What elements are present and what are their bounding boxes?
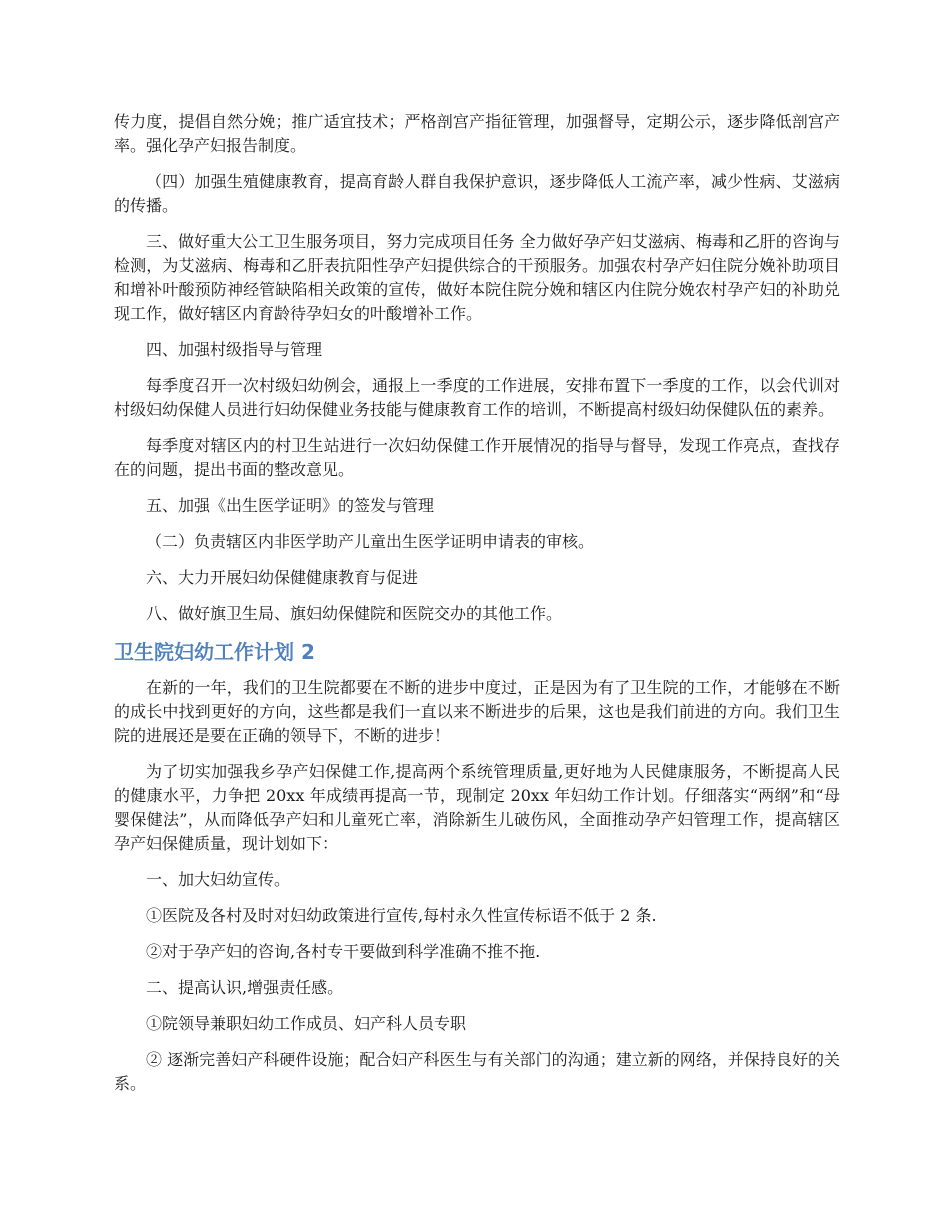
list-item: ①院领导兼职妇幼工作成员、妇产科人员专职 bbox=[146, 1014, 467, 1033]
paragraph: 每季度召开一次村级妇幼例会，通报上一季度的工作进展，安排布置下一季度的工作，以会代训对村级妇幼保健人员进行妇幼保健业务技能与健康教育工作的培训，不断提高村级妇幼保健队伍的素养。 bbox=[114, 376, 840, 419]
paragraph: （四）加强生殖健康教育，提高育龄人群自我保护意识，逐步降低人工流产率，减少性病、艾滋病的传播。 bbox=[114, 172, 840, 215]
paragraph: 在新的一年，我们的卫生院都要在不断的进步中度过，正是因为有了卫生院的工作，才能够在不断的成长中找到更好的方向，这些都是我们一直以来不断进步的后果，这也是我们前进的方向。我们卫生院的进展还是要在正确的领导下，不断的进步！ bbox=[114, 678, 840, 745]
section-heading: 四、加强村级指导与管理 bbox=[146, 340, 323, 359]
paragraph: 为了切实加强我乡孕产妇保健工作,提高两个系统管理质量,更好地为人民健康服务，不断提高人民的健康水平，力争把 20xx 年成绩再提高一节，现制定 20xx 年妇幼工作计划。仔细落实“两纲”和“母婴保健法”，从而降低孕产妇和儿童死亡率，消除新生儿破伤风，全面推动孕产妇管理工作，提高辖区孕产妇保健质量，现计划如下： bbox=[114, 762, 840, 853]
section-heading: 一、加大妇幼宣传。 bbox=[146, 870, 291, 889]
paragraph: 每季度对辖区内的村卫生站进行一次妇幼保健工作开展情况的指导与督导，发现工作亮点，查找存在的问题，提出书面的整改意见。 bbox=[114, 436, 840, 479]
document-title: 卫生院妇幼工作计划 2 bbox=[114, 640, 315, 664]
section-heading: 六、大力开展妇幼保健健康教育与促进 bbox=[146, 568, 419, 587]
list-item: ①医院及各村及时对妇幼政策进行宣传,每村永久性宣传标语不低于 2 条. bbox=[146, 906, 657, 925]
paragraph: 传力度，提倡自然分娩；推广适宜技术；严格剖宫产指征管理，加强督导，定期公示，逐步降低剖宫产率。强化孕产妇报告制度。 bbox=[114, 112, 840, 155]
paragraph: （二）负责辖区内非医学助产儿童出生医学证明申请表的审核。 bbox=[146, 532, 595, 551]
section-heading: 八、做好旗卫生局、旗妇幼保健院和医院交办的其他工作。 bbox=[146, 604, 563, 623]
list-item: ②对于孕产妇的咨询,各村专干要做到科学准确不推不拖. bbox=[146, 942, 541, 961]
section-heading: 五、加强《出生医学证明》的签发与管理 bbox=[146, 496, 435, 515]
document-page bbox=[114, 110, 840, 1108]
list-item: ② 逐渐完善妇产科硬件设施；配合妇产科医生与有关部门的沟通；建立新的网络，并保持良好的关系。 bbox=[114, 1050, 840, 1093]
paragraph: 三、做好重大公工卫生服务项目，努力完成项目任务 全力做好孕产妇艾滋病、梅毒和乙肝的咨询与检测，为艾滋病、梅毒和乙肝表抗阳性孕产妇提供综合的干预服务。加强农村孕产妇住院分娩补助项目和增补叶酸预防神经管缺陷相关政策的宣传，做好本院住院分娩和辖区内住院分娩农村孕产妇的补助兑现工作，做好辖区内育龄待孕妇女的叶酸增补工作。 bbox=[114, 232, 840, 323]
section-heading: 二、提高认识,增强责任感。 bbox=[146, 978, 344, 997]
